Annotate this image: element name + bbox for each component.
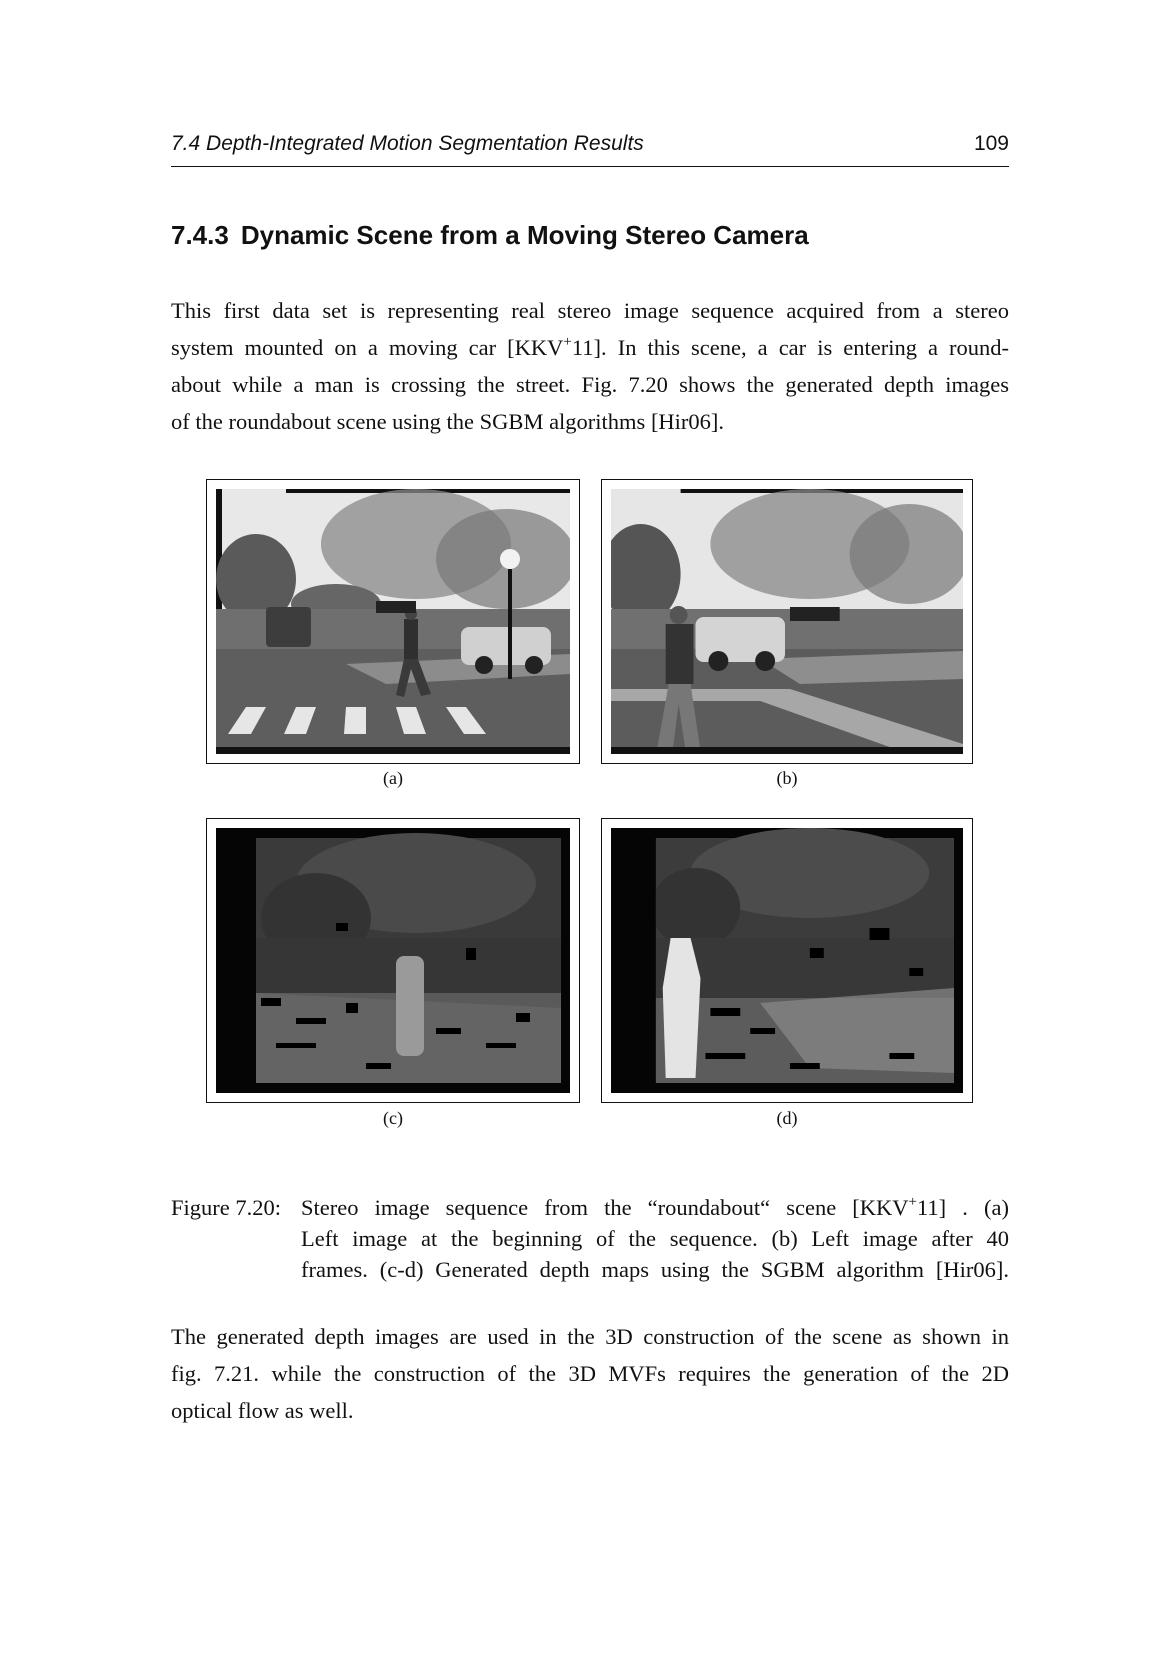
superscript: + bbox=[563, 334, 572, 350]
caption-line: frames. (c-d) Generated depth maps using the SGBM algorithm [Hir06]. bbox=[301, 1257, 1009, 1282]
figure-panel-c-depth-map bbox=[206, 818, 580, 1103]
section-heading bbox=[171, 220, 809, 251]
figure-caption-body bbox=[301, 1192, 1009, 1285]
street-scene-image bbox=[611, 489, 963, 754]
paragraph-line: optical flow as well. bbox=[171, 1398, 354, 1423]
page-number: 109 bbox=[973, 132, 1009, 155]
subfigure-label-d: (d) bbox=[776, 1108, 798, 1128]
subfigure-label-c: (c) bbox=[383, 1108, 403, 1128]
text-run: 11]. In this scene, a car is entering a round- bbox=[571, 335, 1010, 360]
caption-line: Left image at the beginning of the sequence. (b) Left image after 40 bbox=[301, 1226, 1009, 1251]
paragraph-line: of the roundabout scene using the SGBM algorithms [Hir06]. bbox=[171, 409, 725, 434]
depth-map-image bbox=[611, 828, 963, 1093]
figure-panel-a-photo bbox=[206, 479, 580, 764]
figure-panel-d-depth-map bbox=[601, 818, 973, 1103]
text-run: system mounted on a moving car [KKV bbox=[171, 335, 564, 360]
paragraph-line: fig. 7.21. while the construction of the 3D MVFs requires the generation of the 2D bbox=[171, 1361, 1009, 1386]
street-scene-image bbox=[216, 489, 570, 754]
section-number: 7.4.3 bbox=[171, 220, 229, 250]
superscript: + bbox=[908, 1194, 918, 1210]
depth-map-image bbox=[216, 828, 570, 1093]
paragraph-intro bbox=[171, 292, 1009, 440]
paragraph-line: The generated depth images are used in the 3D construction of the scene as shown in bbox=[171, 1324, 1009, 1349]
running-head-section: 7.4 Depth-Integrated Motion Segmentation Results bbox=[171, 132, 644, 155]
subfigure-label-a: (a) bbox=[383, 768, 403, 788]
section-title: Dynamic Scene from a Moving Stereo Camera bbox=[240, 220, 809, 250]
paragraph-followup bbox=[171, 1318, 1009, 1429]
subfigure-label-b: (b) bbox=[776, 768, 798, 788]
figure-caption-label: Figure 7.20: bbox=[171, 1195, 281, 1220]
paragraph-line bbox=[171, 329, 1009, 366]
text-run: Stereo image sequence from the “roundabout“ scene [KKV bbox=[301, 1195, 909, 1220]
figure-panel-b-photo bbox=[601, 479, 973, 764]
paragraph-line: This first data set is representing real stereo image sequence acquired from a stereo bbox=[171, 298, 1009, 323]
running-head bbox=[171, 130, 1009, 167]
text-run: 11] . (a) bbox=[917, 1195, 1009, 1220]
caption-line bbox=[301, 1192, 1009, 1223]
paragraph-line: about while a man is crossing the street. Fig. 7.20 shows the generated depth images bbox=[171, 372, 1009, 397]
